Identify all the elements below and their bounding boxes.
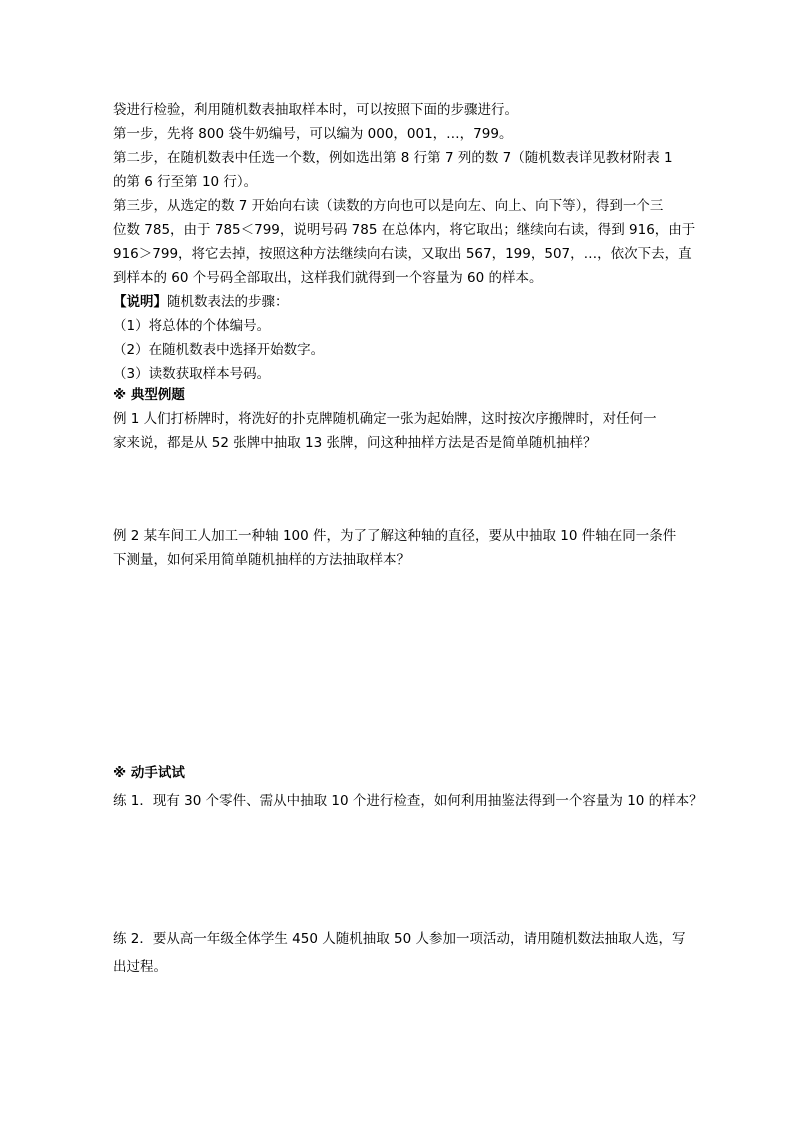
step-two-text-cont: 的第 6 行至第 10 行）。 [113,174,258,190]
step-three-text-cont-2: 916＞799，将它去掉，按照这种方法继续向右读，又取出 567，199，507，…，依次下去，直 [113,246,692,262]
example-two-text: 例 2 某车间工人加工一种轴 100 件，为了了解这种轴的直径，要从中抽取 10 件轴在同一条件 [113,528,677,544]
practice-heading: ※ 动手试试 [113,765,185,781]
step-three-text-cont-1: 位数 785，由于 785＜799，说明号码 785 在总体内，将它取出；继续向右读，得到 916，由于 [113,222,696,238]
step-three-text: 第三步，从选定的数 7 开始向右读（读数的方向也可以是向左、向上、向下等），得到一个三 [113,198,664,214]
note-item-1: （1）将总体的个体编号。 [113,318,271,334]
step-two-text: 第二步，在随机数表中任选一个数，例如选出第 8 行第 7 列的数 7（随机数表详见教材附表 1 [113,150,673,166]
note-item-2: （2）在随机数表中选择开始数字。 [113,342,325,358]
note-text: 随机数表法的步骤： [167,294,289,310]
step-three-text-cont-3: 到样本的 60 个号码全部取出，这样我们就得到一个容量为 60 的样本。 [113,270,543,286]
note-item-3: （3）读数获取样本号码。 [113,366,271,382]
practice-two-text-cont: 出过程。 [113,959,167,975]
practice-two-text: 练 2．要从高一年级全体学生 450 人随机抽取 50 人参加一项活动，请用随机数法抽取人选，写 [113,931,686,947]
practice-one-text: 练 1．现有 30 个零件、需从中抽取 10 个进行检查，如何利用抽鉴法得到一个容量为 10 的样本？ [113,793,703,809]
examples-heading: ※ 典型例题 [113,387,185,403]
note-line [113,290,683,314]
example-two-text-cont: 下测量，如何采用简单随机抽样的方法抽取样本？ [113,552,410,568]
step-one-text: 第一步，先将 800 袋牛奶编号，可以编为 000，001，…，799。 [113,126,513,142]
example-one-text-cont: 家来说，都是从 52 张牌中抽取 13 张牌，问这种抽样方法是否是简单随机抽样？ [113,435,597,451]
note-label: 【说明】 [113,294,167,310]
intro-text: 袋进行检验，利用随机数表抽取样本时，可以按照下面的步骤进行。 [113,102,518,118]
example-one-text: 例 1 人们打桥牌时，将洗好的扑克牌随机确定一张为起始牌，这时按次序搬牌时，对任何一 [113,411,657,427]
